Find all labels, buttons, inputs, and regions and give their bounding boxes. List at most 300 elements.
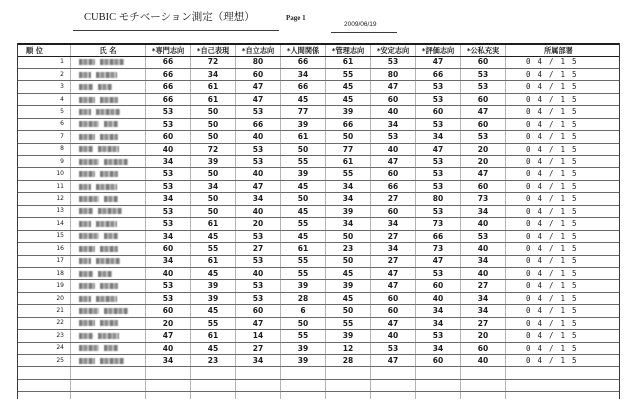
blurred-given-name	[104, 196, 118, 202]
rank-cell: 25	[18, 355, 71, 366]
department-cell: 04/15	[526, 94, 584, 104]
score-management-orientation: 66	[326, 119, 371, 130]
score-self-expression: 61	[191, 330, 236, 341]
empty-cell	[371, 392, 416, 399]
score-independence-orientation: 53	[236, 256, 281, 267]
score-independence-orientation: 66	[236, 119, 281, 130]
department-cell: 04/15	[526, 181, 584, 191]
score-stability-orientation: 34	[371, 119, 416, 130]
score-recognition-orientation: 80	[416, 193, 461, 204]
score-human-relations: 50	[281, 144, 326, 155]
table-row-empty	[18, 380, 619, 392]
score-work-life-fulfillment: 20	[461, 144, 506, 155]
rank-cell: 7	[18, 131, 71, 142]
empty-cell	[281, 380, 326, 391]
table-row	[18, 69, 619, 81]
score-management-orientation: 45	[326, 268, 371, 279]
rank-cell: 1	[18, 57, 71, 68]
score-specialist-orientation: 20	[146, 318, 191, 329]
score-recognition-orientation: 34	[416, 305, 461, 316]
score-work-life-fulfillment: 40	[461, 268, 506, 279]
empty-cell	[18, 380, 71, 391]
score-human-relations: 34	[281, 69, 326, 80]
score-stability-orientation: 66	[371, 181, 416, 192]
score-independence-orientation: 47	[236, 318, 281, 329]
department-cell: 04/15	[526, 156, 584, 166]
score-self-expression: 39	[191, 280, 236, 291]
score-self-expression: 45	[191, 268, 236, 279]
rank-cell: 22	[18, 318, 71, 329]
score-self-expression: 39	[191, 293, 236, 304]
score-stability-orientation: 34	[371, 243, 416, 254]
score-specialist-orientation: 53	[146, 218, 191, 229]
blurred-given-name	[96, 258, 120, 264]
score-self-expression: 55	[191, 318, 236, 329]
table-row	[18, 144, 619, 156]
name-cell-redacted	[71, 280, 146, 291]
table-row	[18, 293, 619, 305]
blurred-surname	[79, 184, 91, 190]
score-work-life-fulfillment: 53	[461, 81, 506, 92]
table-body	[18, 57, 619, 368]
name-cell-redacted	[71, 318, 146, 329]
score-independence-orientation: 40	[236, 168, 281, 179]
department-cell: 04/15	[526, 281, 584, 291]
table-row	[18, 81, 619, 93]
score-work-life-fulfillment: 73	[461, 193, 506, 204]
empty-cell	[416, 367, 461, 378]
blurred-surname	[79, 221, 91, 227]
name-cell-redacted	[71, 168, 146, 179]
score-management-orientation: 45	[326, 81, 371, 92]
score-independence-orientation: 53	[236, 106, 281, 117]
blurred-given-name	[96, 72, 117, 78]
table-row	[18, 206, 619, 218]
score-work-life-fulfillment: 60	[461, 57, 506, 68]
score-specialist-orientation: 40	[146, 343, 191, 354]
department-cell: 04/15	[526, 268, 584, 278]
score-independence-orientation: 80	[236, 57, 281, 68]
score-independence-orientation: 53	[236, 156, 281, 167]
header-stability-orientation: *安定志向	[371, 45, 416, 56]
score-management-orientation: 50	[326, 131, 371, 142]
department-cell: 04/15	[526, 206, 584, 216]
score-stability-orientation: 60	[371, 305, 416, 316]
header-name: 氏 名	[71, 45, 146, 56]
score-work-life-fulfillment: 34	[461, 206, 506, 217]
blurred-given-name	[98, 84, 112, 90]
blurred-surname	[79, 333, 93, 339]
blurred-surname	[79, 146, 93, 152]
date-underline	[331, 32, 397, 33]
score-self-expression: 61	[191, 81, 236, 92]
header-self-expression: *自己表現	[191, 45, 236, 56]
name-cell-redacted	[71, 69, 146, 80]
score-specialist-orientation: 34	[146, 256, 191, 267]
rank-cell: 23	[18, 330, 71, 341]
score-stability-orientation: 80	[371, 69, 416, 80]
table-row-empty	[18, 392, 619, 399]
name-cell-redacted	[71, 193, 146, 204]
score-management-orientation: 39	[326, 280, 371, 291]
score-independence-orientation: 14	[236, 330, 281, 341]
blurred-surname	[79, 208, 93, 214]
score-recognition-orientation: 53	[416, 168, 461, 179]
name-cell-redacted	[71, 231, 146, 242]
empty-cell	[506, 392, 619, 399]
blurred-given-name	[100, 358, 124, 364]
table-row	[18, 168, 619, 180]
score-recognition-orientation: 34	[416, 318, 461, 329]
table-row	[18, 268, 619, 280]
score-human-relations: 77	[281, 106, 326, 117]
blurred-surname	[79, 271, 93, 277]
name-cell-redacted	[71, 119, 146, 130]
score-self-expression: 50	[191, 119, 236, 130]
score-management-orientation: 61	[326, 57, 371, 68]
score-work-life-fulfillment: 34	[461, 305, 506, 316]
score-human-relations: 55	[281, 218, 326, 229]
score-management-orientation: 55	[326, 69, 371, 80]
score-recognition-orientation: 53	[416, 156, 461, 167]
score-independence-orientation: 40	[236, 131, 281, 142]
empty-cell	[191, 380, 236, 391]
table-row	[18, 156, 619, 168]
name-cell-redacted	[71, 293, 146, 304]
score-human-relations: 39	[281, 119, 326, 130]
score-management-orientation: 50	[326, 305, 371, 316]
score-specialist-orientation: 66	[146, 57, 191, 68]
score-work-life-fulfillment: 40	[461, 355, 506, 366]
name-cell-redacted	[71, 94, 146, 105]
score-human-relations: 55	[281, 330, 326, 341]
department-cell: 04/15	[526, 331, 584, 341]
score-work-life-fulfillment: 60	[461, 94, 506, 105]
blurred-surname	[79, 345, 99, 351]
score-work-life-fulfillment: 53	[461, 69, 506, 80]
score-recognition-orientation: 34	[416, 343, 461, 354]
empty-cell	[191, 367, 236, 378]
score-self-expression: 50	[191, 106, 236, 117]
blurred-surname	[79, 59, 95, 65]
score-recognition-orientation: 53	[416, 330, 461, 341]
department-cell: 04/15	[526, 132, 584, 142]
score-independence-orientation: 47	[236, 94, 281, 105]
table-row	[18, 94, 619, 106]
empty-cell	[71, 392, 146, 399]
score-work-life-fulfillment: 60	[461, 119, 506, 130]
empty-cell	[461, 380, 506, 391]
rank-cell: 12	[18, 193, 71, 204]
motivation-table	[17, 43, 620, 399]
table-row	[18, 218, 619, 230]
table-row	[18, 181, 619, 193]
table-row	[18, 131, 619, 143]
blurred-given-name	[96, 109, 120, 115]
score-work-life-fulfillment: 27	[461, 280, 506, 291]
score-management-orientation: 34	[326, 218, 371, 229]
score-independence-orientation: 60	[236, 305, 281, 316]
empty-cell	[236, 380, 281, 391]
score-stability-orientation: 27	[371, 256, 416, 267]
score-recognition-orientation: 47	[416, 256, 461, 267]
score-recognition-orientation: 73	[416, 218, 461, 229]
empty-cell	[506, 380, 619, 391]
score-management-orientation: 77	[326, 144, 371, 155]
score-work-life-fulfillment: 34	[461, 256, 506, 267]
table-row	[18, 343, 619, 355]
score-self-expression: 39	[191, 156, 236, 167]
empty-cell	[416, 380, 461, 391]
blurred-surname	[79, 121, 99, 127]
score-stability-orientation: 40	[371, 106, 416, 117]
score-stability-orientation: 53	[371, 57, 416, 68]
blurred-surname	[79, 109, 91, 115]
title-underline	[73, 30, 279, 31]
score-work-life-fulfillment: 47	[461, 106, 506, 117]
score-recognition-orientation: 47	[416, 144, 461, 155]
score-specialist-orientation: 66	[146, 69, 191, 80]
score-human-relations: 55	[281, 256, 326, 267]
score-management-orientation: 39	[326, 106, 371, 117]
empty-cell	[326, 392, 371, 399]
table-row	[18, 119, 619, 131]
department-cell: 04/15	[526, 82, 584, 92]
score-management-orientation: 45	[326, 94, 371, 105]
score-stability-orientation: 53	[371, 131, 416, 142]
rank-cell: 9	[18, 156, 71, 167]
score-stability-orientation: 60	[371, 206, 416, 217]
score-self-expression: 34	[191, 69, 236, 80]
table-header-row	[18, 43, 619, 57]
blurred-surname	[79, 358, 95, 364]
rank-cell: 24	[18, 343, 71, 354]
department-cell: 04/15	[526, 355, 584, 365]
score-self-expression: 50	[191, 168, 236, 179]
score-stability-orientation: 47	[371, 156, 416, 167]
score-work-life-fulfillment: 27	[461, 318, 506, 329]
score-independence-orientation: 34	[236, 355, 281, 366]
score-independence-orientation: 47	[236, 181, 281, 192]
empty-cell	[18, 367, 71, 378]
score-recognition-orientation: 53	[416, 206, 461, 217]
score-management-orientation: 23	[326, 243, 371, 254]
blurred-surname	[79, 97, 95, 103]
blurred-surname	[79, 233, 99, 239]
score-recognition-orientation: 66	[416, 231, 461, 242]
table-row	[18, 57, 619, 69]
score-independence-orientation: 34	[236, 193, 281, 204]
score-independence-orientation: 53	[236, 280, 281, 291]
blurred-given-name	[96, 221, 117, 227]
score-human-relations: 45	[281, 181, 326, 192]
rank-cell: 11	[18, 181, 71, 192]
rank-cell: 2	[18, 69, 71, 80]
empty-cell	[146, 380, 191, 391]
rank-cell: 10	[18, 168, 71, 179]
score-management-orientation: 34	[326, 181, 371, 192]
blurred-surname	[79, 296, 91, 302]
name-cell-redacted	[71, 57, 146, 68]
department-cell: 04/15	[526, 69, 584, 79]
score-stability-orientation: 47	[371, 318, 416, 329]
score-management-orientation: 50	[326, 256, 371, 267]
score-human-relations: 39	[281, 168, 326, 179]
score-specialist-orientation: 47	[146, 330, 191, 341]
department-cell: 04/15	[526, 219, 584, 229]
score-recognition-orientation: 53	[416, 119, 461, 130]
score-specialist-orientation: 53	[146, 280, 191, 291]
empty-cell	[236, 367, 281, 378]
score-self-expression: 50	[191, 206, 236, 217]
header-human-relations: *人間関係	[281, 45, 326, 56]
score-stability-orientation: 34	[371, 218, 416, 229]
blurred-given-name	[104, 159, 128, 165]
score-specialist-orientation: 40	[146, 268, 191, 279]
empty-cell	[191, 392, 236, 399]
department-cell: 04/15	[526, 318, 584, 328]
score-self-expression: 23	[191, 355, 236, 366]
blurred-given-name	[100, 59, 124, 65]
score-specialist-orientation: 34	[146, 355, 191, 366]
report-date: 2009/06/19	[344, 21, 377, 28]
rank-cell: 20	[18, 293, 71, 304]
score-specialist-orientation: 53	[146, 293, 191, 304]
score-human-relations: 55	[281, 268, 326, 279]
score-management-orientation: 39	[326, 206, 371, 217]
blurred-given-name	[98, 146, 119, 152]
score-recognition-orientation: 53	[416, 94, 461, 105]
name-cell-redacted	[71, 256, 146, 267]
rank-cell: 3	[18, 81, 71, 92]
header-management-orientation: *管理志向	[326, 45, 371, 56]
blurred-given-name	[104, 308, 128, 314]
score-human-relations: 45	[281, 231, 326, 242]
score-specialist-orientation: 53	[146, 181, 191, 192]
score-recognition-orientation: 47	[416, 57, 461, 68]
score-human-relations: 61	[281, 131, 326, 142]
score-management-orientation: 45	[326, 293, 371, 304]
score-work-life-fulfillment: 53	[461, 231, 506, 242]
score-recognition-orientation: 53	[416, 181, 461, 192]
empty-cell	[461, 392, 506, 399]
score-specialist-orientation: 53	[146, 206, 191, 217]
rank-cell: 18	[18, 268, 71, 279]
score-stability-orientation: 47	[371, 280, 416, 291]
empty-cell	[281, 392, 326, 399]
department-cell: 04/15	[526, 107, 584, 117]
score-human-relations: 45	[281, 206, 326, 217]
score-independence-orientation: 53	[236, 231, 281, 242]
score-specialist-orientation: 53	[146, 106, 191, 117]
score-independence-orientation: 40	[236, 206, 281, 217]
rank-cell: 5	[18, 106, 71, 117]
rank-cell: 14	[18, 218, 71, 229]
table-row-empty	[18, 367, 619, 379]
score-work-life-fulfillment: 47	[461, 168, 506, 179]
blurred-given-name	[100, 320, 118, 326]
score-management-orientation: 61	[326, 156, 371, 167]
score-recognition-orientation: 53	[416, 268, 461, 279]
blurred-given-name	[96, 296, 117, 302]
score-self-expression: 55	[191, 243, 236, 254]
name-cell-redacted	[71, 131, 146, 142]
table-row	[18, 305, 619, 317]
rank-cell: 8	[18, 144, 71, 155]
score-recognition-orientation: 34	[416, 131, 461, 142]
name-cell-redacted	[71, 355, 146, 366]
score-independence-orientation: 40	[236, 268, 281, 279]
score-human-relations: 66	[281, 57, 326, 68]
name-cell-redacted	[71, 243, 146, 254]
blurred-given-name	[104, 233, 118, 239]
department-cell: 04/15	[526, 119, 584, 129]
score-stability-orientation: 27	[371, 231, 416, 242]
score-human-relations: 39	[281, 280, 326, 291]
name-cell-redacted	[71, 144, 146, 155]
score-independence-orientation: 27	[236, 343, 281, 354]
score-specialist-orientation: 34	[146, 231, 191, 242]
department-cell: 04/15	[526, 231, 584, 241]
blurred-surname	[79, 258, 91, 264]
score-independence-orientation: 27	[236, 243, 281, 254]
score-human-relations: 6	[281, 305, 326, 316]
blurred-surname	[79, 72, 91, 78]
empty-cell	[326, 380, 371, 391]
name-cell-redacted	[71, 156, 146, 167]
score-human-relations: 61	[281, 243, 326, 254]
score-management-orientation: 12	[326, 343, 371, 354]
name-cell-redacted	[71, 106, 146, 117]
score-recognition-orientation: 60	[416, 280, 461, 291]
table-row	[18, 330, 619, 342]
rank-cell: 21	[18, 305, 71, 316]
department-cell: 04/15	[526, 293, 584, 303]
score-specialist-orientation: 60	[146, 243, 191, 254]
score-recognition-orientation: 60	[416, 106, 461, 117]
score-self-expression: 61	[191, 256, 236, 267]
score-independence-orientation: 53	[236, 144, 281, 155]
rank-cell: 15	[18, 231, 71, 242]
score-specialist-orientation: 34	[146, 193, 191, 204]
score-human-relations: 55	[281, 156, 326, 167]
score-self-expression: 61	[191, 218, 236, 229]
score-work-life-fulfillment: 34	[461, 293, 506, 304]
table-row	[18, 106, 619, 118]
empty-cell	[71, 380, 146, 391]
name-cell-redacted	[71, 330, 146, 341]
department-cell: 04/15	[526, 194, 584, 204]
name-cell-redacted	[71, 343, 146, 354]
score-self-expression: 72	[191, 144, 236, 155]
score-stability-orientation: 53	[371, 343, 416, 354]
empty-cell	[236, 392, 281, 399]
blurred-surname	[79, 84, 93, 90]
score-stability-orientation: 27	[371, 193, 416, 204]
score-human-relations: 50	[281, 318, 326, 329]
header-rank: 順 位	[18, 45, 71, 56]
department-cell: 04/15	[526, 57, 584, 67]
empty-cell	[506, 367, 619, 378]
score-management-orientation: 55	[326, 318, 371, 329]
score-specialist-orientation: 66	[146, 81, 191, 92]
blurred-given-name	[98, 333, 119, 339]
name-cell-redacted	[71, 268, 146, 279]
score-human-relations: 39	[281, 343, 326, 354]
name-cell-redacted	[71, 206, 146, 217]
empty-cell	[71, 367, 146, 378]
score-work-life-fulfillment: 60	[461, 343, 506, 354]
